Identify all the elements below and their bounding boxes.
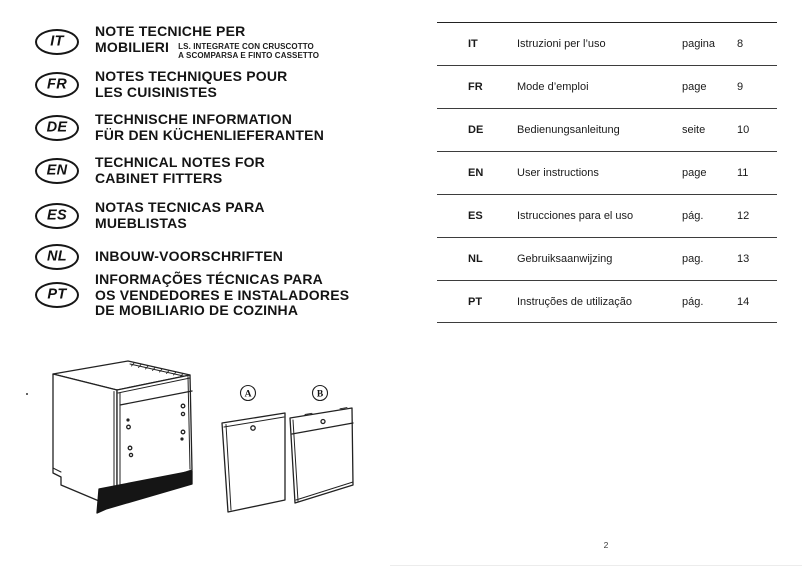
panel-a-drawing: [222, 386, 285, 513]
toc-title: Istrucciones para el uso: [517, 210, 634, 222]
toc-page-word: seite: [682, 124, 706, 136]
heading-subtitle-note: LS. INTEGRATE CON CRUSCOTTO A SCOMPARSA E FINTO CASSETTO: [178, 41, 320, 60]
toc-language-code: IT: [468, 38, 478, 50]
toc-row-it: [437, 22, 777, 65]
toc-language-code: ES: [468, 210, 483, 222]
toc-row-es: [437, 194, 777, 237]
toc-row-de: [437, 108, 777, 151]
toc-page-number: 9: [737, 81, 744, 93]
language-title-block: [95, 155, 265, 186]
heading-line: LES CUISINISTES: [95, 83, 218, 100]
toc-row-nl: [437, 237, 777, 280]
toc-title: Gebruiksaanwijzing: [517, 253, 613, 265]
toc-page-number: 11: [737, 167, 749, 179]
language-code: PT: [47, 286, 67, 303]
panel-a-label: A: [244, 389, 252, 400]
heading-line: OS VENDEDORES E INSTALADORES: [95, 286, 350, 303]
toc-row-fr: [437, 65, 777, 108]
language-entry-nl: [35, 244, 283, 270]
heading-line: NOTAS TECNICAS PARA: [95, 199, 265, 215]
heading-line: CABINET FITTERS: [95, 169, 223, 186]
scan-dot: [26, 393, 28, 395]
dishwasher-drawing: [53, 361, 192, 513]
heading-line: TECHNISCHE INFORMATION: [95, 111, 293, 127]
language-entry-fr: [35, 69, 287, 100]
language-badge: [35, 282, 79, 308]
toc-page-word: pag.: [682, 253, 704, 265]
panel-b-drawing: [290, 386, 353, 504]
toc-title: Bedienungsanleitung: [517, 124, 620, 136]
toc-language-code: NL: [468, 253, 483, 265]
language-badge: [35, 115, 79, 141]
language-badge: [35, 244, 79, 270]
heading-line: INBOUW-VOORSCHRIFTEN: [95, 248, 284, 265]
toc-row-en: [437, 151, 777, 194]
toc-page-word: page: [682, 167, 707, 179]
toc-page-number: 12: [737, 210, 750, 222]
toc-language-code: PT: [468, 295, 483, 308]
toc-page-word: pagina: [682, 38, 716, 50]
language-code: FR: [47, 76, 67, 92]
language-code: DE: [46, 119, 68, 135]
language-title-block: [95, 272, 349, 319]
heading-line: NOTES TECHNIQUES POUR: [95, 68, 288, 84]
toc-language-code: DE: [468, 124, 484, 136]
language-badge: [35, 158, 79, 184]
toc-page-word: pág.: [682, 295, 704, 308]
heading-line: FÜR DEN KÜCHENLIEFERANTEN: [95, 126, 324, 143]
toc-title: Mode d’emploi: [517, 81, 589, 93]
language-title-block: [95, 200, 265, 231]
dishwasher-illustration: [20, 352, 380, 552]
language-code: IT: [50, 33, 64, 50]
toc-row-pt: [437, 280, 777, 323]
heading-line: MUEBLISTAS: [95, 214, 187, 231]
language-title-block: [95, 112, 324, 143]
language-code: ES: [47, 207, 67, 223]
page-number: 2: [603, 540, 609, 550]
toc-page-number: 8: [737, 38, 744, 50]
language-code: EN: [46, 162, 68, 178]
heading-line: INFORMAÇÕES TÉCNICAS PARA: [95, 271, 323, 287]
language-entry-pt: [35, 272, 349, 319]
toc-language-code: EN: [468, 167, 484, 179]
language-badge: [35, 72, 79, 98]
heading-line: MOBILIERI LS. INTEGRATE CON CRUSCOTTO A SCOMPARSA E FINTO CASSETTO: [95, 38, 320, 60]
heading-line: NOTE TECNICHE PER: [95, 23, 246, 39]
panel-b-label: B: [316, 389, 324, 400]
toc-page-word: pág.: [682, 210, 704, 222]
language-title-block: [95, 24, 319, 61]
toc-page-number: 14: [737, 295, 750, 308]
language-badge: [35, 29, 79, 55]
toc-title: Istruzioni per l’uso: [517, 38, 606, 50]
language-title-block: [95, 249, 283, 265]
language-entry-it: [35, 24, 319, 61]
language-entry-es: [35, 200, 265, 231]
toc-page-number: 10: [737, 124, 750, 136]
language-badge: [35, 203, 79, 229]
language-entry-de: [35, 112, 324, 143]
toc-title: User instructions: [517, 167, 599, 179]
language-entry-en: [35, 155, 265, 186]
toc-page-number: 13: [737, 253, 750, 265]
toc-language-code: FR: [468, 81, 483, 93]
toc-page-word: page: [682, 81, 707, 93]
toc-title: Instruções de utilização: [517, 295, 632, 308]
toc-table: [437, 22, 777, 323]
language-code: NL: [47, 248, 67, 265]
heading-line: DE MOBILIARIO DE COZINHA: [95, 302, 299, 318]
heading-line: TECHNICAL NOTES FOR: [95, 154, 265, 170]
scan-edge-shadow: [390, 565, 802, 566]
language-title-block: [95, 69, 287, 100]
